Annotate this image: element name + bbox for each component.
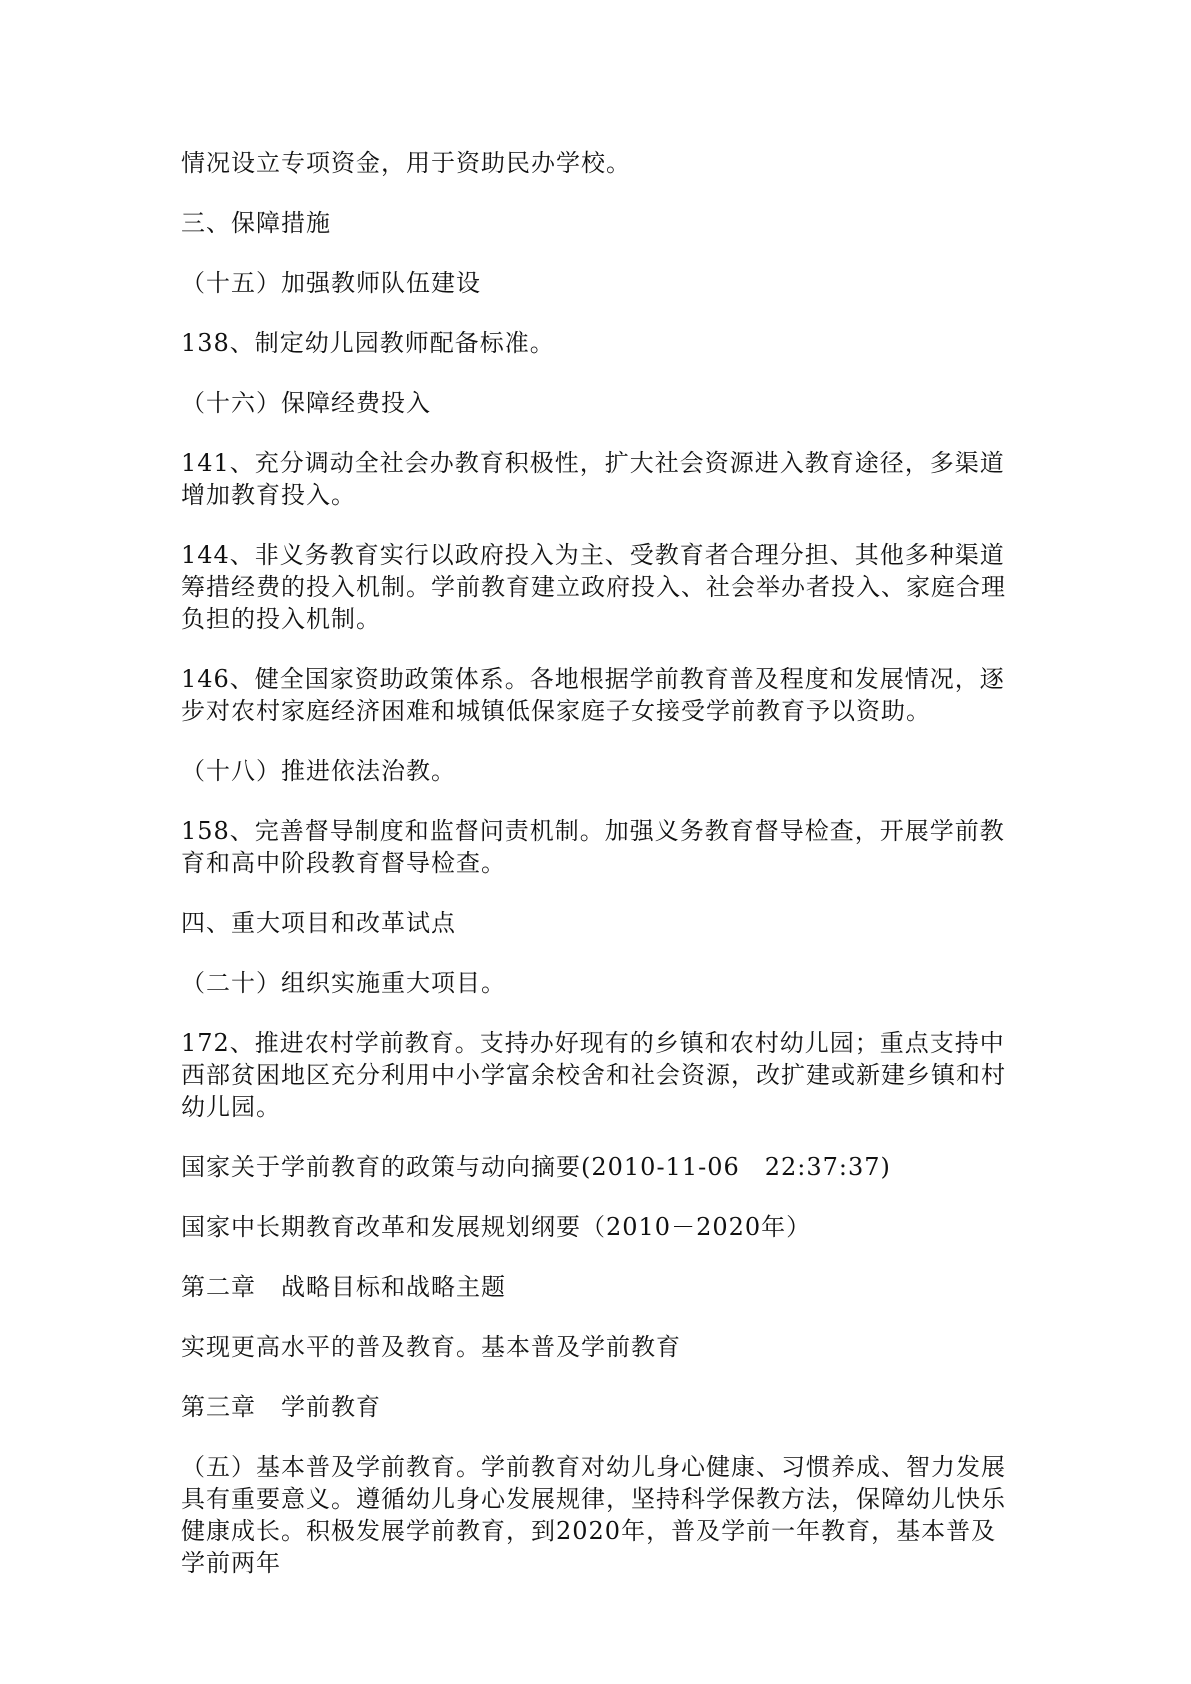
chapter-two-heading: 第二章 战略目标和战略主题 bbox=[181, 1273, 506, 1301]
paragraph-146: 146、健全国家资助政策体系。各地根据学前教育普及程度和发展情况，逐步对农村家庭经济困难和城镇低保家庭子女接受学前教育予以资助。 bbox=[181, 665, 1005, 725]
subheading-teacher-team: （十五）加强教师队伍建设 bbox=[181, 269, 481, 297]
subheading-funding-input: （十六）保障经费投入 bbox=[181, 389, 431, 417]
paragraph-158: 158、完善督导制度和监督问责机制。加强义务教育督导检查，开展学前教育和高中阶段教育督导检查。 bbox=[181, 817, 1005, 877]
plan-outline-title: 国家中长期教育改革和发展规划纲要（2010－2020年） bbox=[181, 1213, 812, 1241]
paragraph-141: 141、充分调动全社会办教育积极性，扩大社会资源进入教育途径，多渠道增加教育投入。 bbox=[181, 449, 1005, 509]
paragraph-144: 144、非义务教育实行以政府投入为主、受教育者合理分担、其他多种渠道筹措经费的投入机制。学前教育建立政府投入、社会举办者投入、家庭合理负担的投入机制。 bbox=[181, 541, 1006, 633]
document-body bbox=[181, 147, 1021, 1607]
paragraph-138: 138、制定幼儿园教师配备标准。 bbox=[181, 329, 555, 357]
heading-major-projects: 四、重大项目和改革试点 bbox=[181, 909, 456, 937]
subheading-rule-of-law: （十八）推进依法治教。 bbox=[181, 757, 456, 785]
paragraph-universal-education: 实现更高水平的普及教育。基本普及学前教育 bbox=[181, 1333, 681, 1361]
subheading-implement-projects: （二十）组织实施重大项目。 bbox=[181, 969, 506, 997]
chapter-three-heading: 第三章 学前教育 bbox=[181, 1393, 381, 1421]
policy-summary-title: 国家关于学前教育的政策与动向摘要(2010-11-06 22:37:37) bbox=[181, 1153, 891, 1181]
heading-safeguard-measures: 三、保障措施 bbox=[181, 209, 331, 237]
paragraph-preschool-popularization: （五）基本普及学前教育。学前教育对幼儿身心健康、习惯养成、智力发展具有重要意义。遵循幼儿身心发展规律，坚持科学保教方法，保障幼儿快乐健康成长。积极发展学前教育，到2020年，普及学前一年教育，基本普及学前两年 bbox=[181, 1453, 1006, 1577]
paragraph-funding-continuation: 情况设立专项资金，用于资助民办学校。 bbox=[181, 149, 631, 177]
paragraph-172: 172、推进农村学前教育。支持办好现有的乡镇和农村幼儿园；重点支持中西部贫困地区充分利用中小学富余校舍和社会资源，改扩建或新建乡镇和村幼儿园。 bbox=[181, 1029, 1006, 1121]
